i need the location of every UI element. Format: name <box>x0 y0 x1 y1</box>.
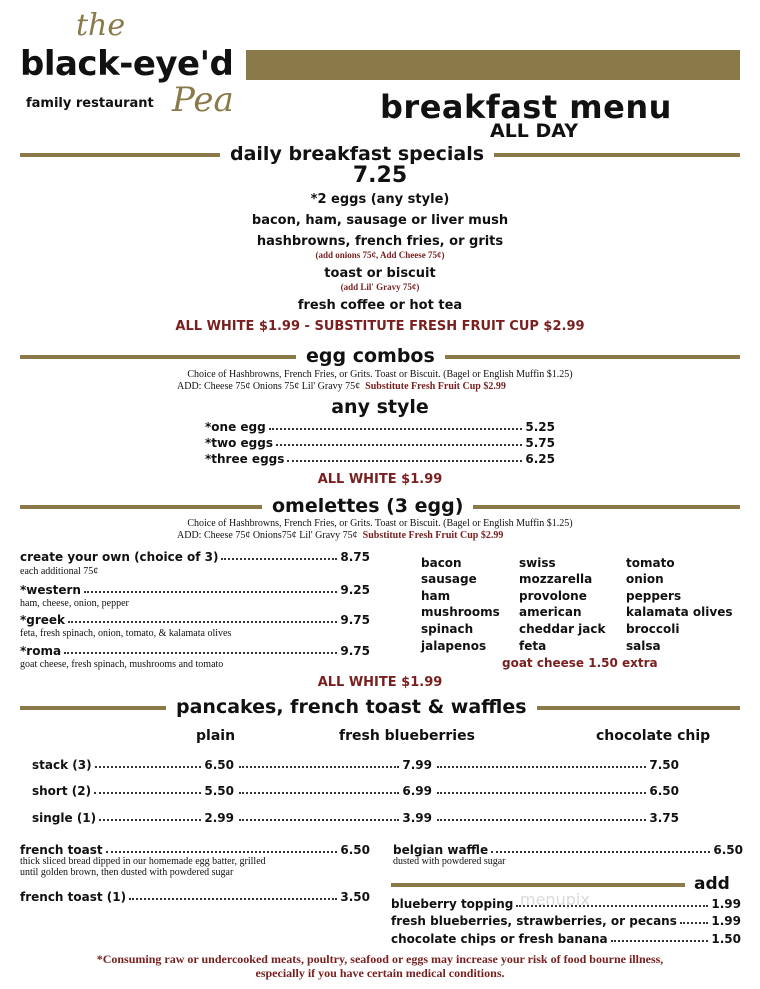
omelettes-title: omelettes (3 egg) <box>262 495 473 517</box>
egg-combos-all-white: ALL WHITE $1.99 <box>317 472 443 487</box>
pancake-row-blue: 7.99 <box>236 758 432 772</box>
add-item: chocolate chips or fresh banana 1.50 <box>391 932 741 946</box>
french-toast-desc: thick sliced bread dipped in our homemade egg batter, grilled <box>20 856 266 867</box>
add-item: blueberry topping 1.99 <box>391 897 741 911</box>
egg-combos-note: Choice of Hashbrowns, French Fries, or Grits. Toast or Biscuit. (Bagel or English Muffin $1.25) <box>187 369 573 380</box>
ingredient: ham <box>421 589 451 603</box>
ingredient: tomato <box>626 556 675 570</box>
specials-drink: fresh coffee or hot tea <box>297 298 463 313</box>
omelette-desc: each additional 75¢ <box>20 566 99 577</box>
ingredient: onion <box>626 572 664 586</box>
waffle-item: belgian waffle 6.50 <box>393 843 743 857</box>
logo-the: the <box>76 8 126 43</box>
column-header-chocolate: chocolate chip <box>596 728 711 744</box>
pancake-row-blue: 3.99 <box>236 811 432 825</box>
ingredient: jalapenos <box>421 639 487 653</box>
omelette-item: *greek 9.75 <box>20 613 370 627</box>
specials-price: 7.25 <box>352 163 408 188</box>
specials-line: hashbrowns, french fries, or grits <box>256 234 504 249</box>
omelettes-note: Choice of Hashbrowns, French Fries, or Grits. Toast or Biscuit. (Bagel or English Muffin $1.25) <box>187 518 573 529</box>
egg-combos-add: ADD: Cheese 75¢ Onions 75¢ Lil' Gravy 75¢ Substitute Fresh Fruit Cup $2.99 <box>177 381 506 392</box>
egg-item: *two eggs 5.75 <box>205 436 555 450</box>
ingredient: salsa <box>626 639 661 653</box>
pancake-row: short (2) 5.50 <box>32 784 234 798</box>
ingredient: sausage <box>421 572 477 586</box>
pancake-row-choc: 7.50 <box>434 758 679 772</box>
specials-hash-note: (add onions 75¢, Add Cheese 75¢) <box>315 250 445 260</box>
ingredient: feta <box>519 639 547 653</box>
omelettes-add: ADD: Cheese 75¢ Onions75¢ Lil' Gravy 75¢ Substitute Fresh Fruit Cup $2.99 <box>177 530 504 541</box>
add-title: add <box>694 874 730 894</box>
specials-line: bacon, ham, sausage or liver mush <box>251 213 509 228</box>
french-toast-item: french toast 6.50 <box>20 843 370 857</box>
header-bar <box>246 50 740 80</box>
logo-pea: Pea <box>172 80 234 120</box>
specials-toast-note: (add Lil' Gravy 75¢) <box>340 282 420 292</box>
pancake-row-choc: 3.75 <box>434 811 679 825</box>
french-toast-desc: until golden brown, then dusted with powdered sugar <box>20 867 234 878</box>
logo-name: black-eye'd <box>20 44 234 84</box>
pancakes-title: pancakes, french toast & waffles <box>166 696 537 718</box>
ingredient: mushrooms <box>421 605 500 619</box>
specials-line: *2 eggs (any style) <box>310 192 450 207</box>
logo-subtitle: family restaurant <box>26 96 154 111</box>
page-subtitle: ALL DAY <box>490 120 578 142</box>
omelette-desc: feta, fresh spinach, onion, tomato, & kalamata olives <box>20 628 232 639</box>
egg-combos-title: egg combos <box>296 345 445 367</box>
ingredient: provolone <box>519 589 587 603</box>
specials-toast: toast or biscuit <box>324 266 436 281</box>
add-divider <box>391 883 685 887</box>
ingredient: spinach <box>421 622 474 636</box>
ingredient: bacon <box>421 556 462 570</box>
ingredient: swiss <box>519 556 556 570</box>
omelette-desc: ham, cheese, onion, pepper <box>20 598 129 609</box>
ingredient: mozzarella <box>519 572 593 586</box>
goat-cheese-note: goat cheese 1.50 extra <box>502 656 658 670</box>
any-style-title: any style <box>331 396 429 418</box>
pancake-row: single (1) 2.99 <box>32 811 234 825</box>
pancake-row-choc: 6.50 <box>434 784 679 798</box>
ingredient: broccoli <box>626 622 680 636</box>
french-toast-one-item: french toast (1) 3.50 <box>20 890 370 904</box>
omelettes-all-white: ALL WHITE $1.99 <box>317 675 443 690</box>
ingredient: peppers <box>626 589 682 603</box>
omelette-desc: goat cheese, fresh spinach, mushrooms and tomato <box>20 659 224 670</box>
add-item: fresh blueberries, strawberries, or pecans 1.99 <box>391 914 741 928</box>
omelette-item: *roma 9.75 <box>20 644 370 658</box>
egg-item: *one egg 5.25 <box>205 420 555 434</box>
egg-item: *three eggs 6.25 <box>205 452 555 466</box>
omelette-item: *western 9.25 <box>20 583 370 597</box>
footer-warning: *Consuming raw or undercooked meats, poultry, seafood or eggs may increase your risk of food bourne illness, <box>96 952 664 966</box>
waffle-desc: dusted with powdered sugar <box>393 856 506 867</box>
ingredient: kalamata olives <box>626 605 733 619</box>
ingredient: american <box>519 605 582 619</box>
specials-all-white: ALL WHITE $1.99 - SUBSTITUTE FRESH FRUIT CUP $2.99 <box>175 319 585 334</box>
watermark: menupix <box>520 890 590 909</box>
column-header-plain: plain <box>196 728 236 744</box>
omelette-item: create your own (choice of 3) 8.75 <box>20 550 370 564</box>
column-header-blueberries: fresh blueberries <box>339 728 475 744</box>
specials-title: daily breakfast specials <box>220 143 494 165</box>
page-title: breakfast menu <box>380 88 672 126</box>
pancake-row: stack (3) 6.50 <box>32 758 234 772</box>
footer-warning-2: especially if you have certain medical conditions. <box>255 966 505 980</box>
pancake-row-blue: 6.99 <box>236 784 432 798</box>
ingredient: cheddar jack <box>519 622 606 636</box>
